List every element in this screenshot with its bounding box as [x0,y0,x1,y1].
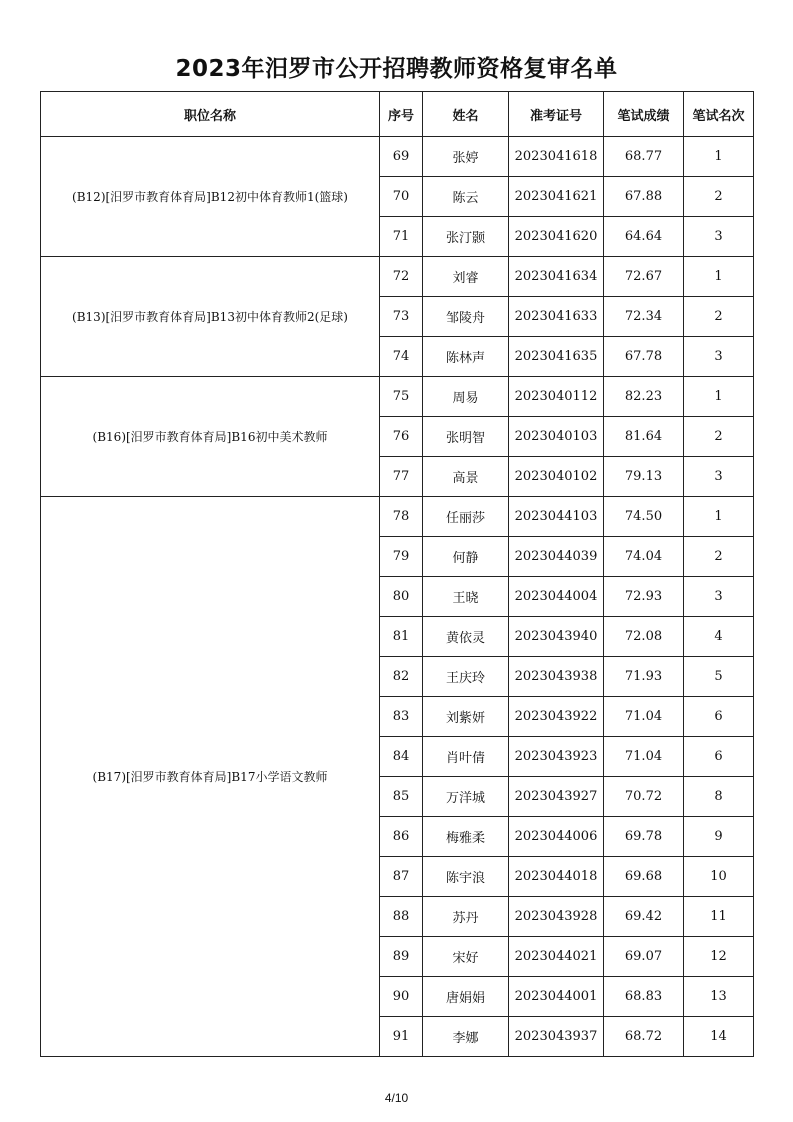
ticket-cell: 2023041635 [509,337,604,377]
rank-cell: 1 [684,497,754,537]
name-cell: 万洋城 [423,777,509,817]
ticket-cell: 2023040103 [509,417,604,457]
name-cell: 任丽莎 [423,497,509,537]
table-row [41,137,754,177]
rank-cell: 1 [684,137,754,177]
rank-cell: 6 [684,697,754,737]
header-rank: 笔试名次 [684,92,754,137]
score-cell: 71.04 [604,697,684,737]
rank-cell: 2 [684,537,754,577]
score-cell: 81.64 [604,417,684,457]
seq-cell: 84 [380,737,423,777]
rank-cell: 2 [684,417,754,457]
position-cell: (B16)[汨罗市教育体育局]B16初中美术教师 [41,377,380,497]
ticket-cell: 2023040112 [509,377,604,417]
rank-cell: 11 [684,897,754,937]
seq-cell: 70 [380,177,423,217]
rank-cell: 12 [684,937,754,977]
seq-cell: 75 [380,377,423,417]
score-cell: 68.77 [604,137,684,177]
name-cell: 苏丹 [423,897,509,937]
seq-cell: 87 [380,857,423,897]
score-cell: 72.08 [604,617,684,657]
table-header-row [41,92,754,137]
seq-cell: 83 [380,697,423,737]
page-number: 4/10 [384,1091,409,1105]
ticket-cell: 2023041633 [509,297,604,337]
seq-cell: 69 [380,137,423,177]
name-cell: 陈宇浪 [423,857,509,897]
table-row [41,377,754,417]
ticket-cell: 2023044039 [509,537,604,577]
name-cell: 刘紫妍 [423,697,509,737]
position-cell: (B17)[汨罗市教育体育局]B17小学语文教师 [41,497,380,1057]
rank-cell: 2 [684,177,754,217]
seq-cell: 76 [380,417,423,457]
table-body [41,137,754,1057]
name-cell: 梅雅柔 [423,817,509,857]
seq-cell: 90 [380,977,423,1017]
rank-cell: 4 [684,617,754,657]
rank-cell: 10 [684,857,754,897]
ticket-cell: 2023044001 [509,977,604,1017]
ticket-cell: 2023043938 [509,657,604,697]
table-row [41,497,754,537]
seq-cell: 81 [380,617,423,657]
ticket-cell: 2023043923 [509,737,604,777]
rank-cell: 14 [684,1017,754,1057]
score-cell: 72.93 [604,577,684,617]
seq-cell: 72 [380,257,423,297]
candidate-table [40,91,754,1057]
ticket-cell: 2023044006 [509,817,604,857]
name-cell: 王庆玲 [423,657,509,697]
score-cell: 72.67 [604,257,684,297]
position-cell: (B13)[汨罗市教育体育局]B13初中体育教师2(足球) [41,257,380,377]
name-cell: 张婷 [423,137,509,177]
score-cell: 82.23 [604,377,684,417]
seq-cell: 91 [380,1017,423,1057]
rank-cell: 13 [684,977,754,1017]
name-cell: 宋好 [423,937,509,977]
score-cell: 67.88 [604,177,684,217]
seq-cell: 73 [380,297,423,337]
name-cell: 高景 [423,457,509,497]
rank-cell: 3 [684,457,754,497]
name-cell: 陈云 [423,177,509,217]
ticket-cell: 2023044103 [509,497,604,537]
score-cell: 68.83 [604,977,684,1017]
ticket-cell: 2023043928 [509,897,604,937]
score-cell: 70.72 [604,777,684,817]
ticket-cell: 2023044018 [509,857,604,897]
ticket-cell: 2023041620 [509,217,604,257]
seq-cell: 80 [380,577,423,617]
position-cell: (B12)[汨罗市教育体育局]B12初中体育教师1(篮球) [41,137,380,257]
seq-cell: 71 [380,217,423,257]
name-cell: 刘睿 [423,257,509,297]
name-cell: 王晓 [423,577,509,617]
seq-cell: 86 [380,817,423,857]
seq-cell: 82 [380,657,423,697]
ticket-cell: 2023041621 [509,177,604,217]
name-cell: 唐娟娟 [423,977,509,1017]
name-cell: 肖叶倩 [423,737,509,777]
ticket-cell: 2023041618 [509,137,604,177]
rank-cell: 3 [684,337,754,377]
score-cell: 69.68 [604,857,684,897]
seq-cell: 78 [380,497,423,537]
score-cell: 67.78 [604,337,684,377]
name-cell: 周易 [423,377,509,417]
ticket-cell: 2023043940 [509,617,604,657]
header-seq: 序号 [380,92,423,137]
name-cell: 张明智 [423,417,509,457]
name-cell: 张汀颢 [423,217,509,257]
score-cell: 69.42 [604,897,684,937]
rank-cell: 6 [684,737,754,777]
name-cell: 李娜 [423,1017,509,1057]
rank-cell: 1 [684,377,754,417]
header-ticket: 准考证号 [509,92,604,137]
rank-cell: 2 [684,297,754,337]
ticket-cell: 2023041634 [509,257,604,297]
seq-cell: 89 [380,937,423,977]
score-cell: 72.34 [604,297,684,337]
score-cell: 71.04 [604,737,684,777]
ticket-cell: 2023043922 [509,697,604,737]
seq-cell: 77 [380,457,423,497]
header-position: 职位名称 [41,92,380,137]
rank-cell: 9 [684,817,754,857]
header-score: 笔试成绩 [604,92,684,137]
seq-cell: 74 [380,337,423,377]
table-row [41,257,754,297]
rank-cell: 8 [684,777,754,817]
seq-cell: 85 [380,777,423,817]
score-cell: 74.04 [604,537,684,577]
score-cell: 69.07 [604,937,684,977]
ticket-cell: 2023040102 [509,457,604,497]
score-cell: 69.78 [604,817,684,857]
score-cell: 64.64 [604,217,684,257]
name-cell: 邹陵舟 [423,297,509,337]
seq-cell: 88 [380,897,423,937]
rank-cell: 5 [684,657,754,697]
rank-cell: 3 [684,577,754,617]
page-title: 2023年汨罗市公开招聘教师资格复审名单 [175,56,618,82]
score-cell: 74.50 [604,497,684,537]
name-cell: 黄依灵 [423,617,509,657]
rank-cell: 1 [684,257,754,297]
header-name: 姓名 [423,92,509,137]
ticket-cell: 2023044004 [509,577,604,617]
score-cell: 79.13 [604,457,684,497]
score-cell: 68.72 [604,1017,684,1057]
ticket-cell: 2023043937 [509,1017,604,1057]
rank-cell: 3 [684,217,754,257]
ticket-cell: 2023043927 [509,777,604,817]
seq-cell: 79 [380,537,423,577]
ticket-cell: 2023044021 [509,937,604,977]
name-cell: 陈林声 [423,337,509,377]
score-cell: 71.93 [604,657,684,697]
name-cell: 何静 [423,537,509,577]
